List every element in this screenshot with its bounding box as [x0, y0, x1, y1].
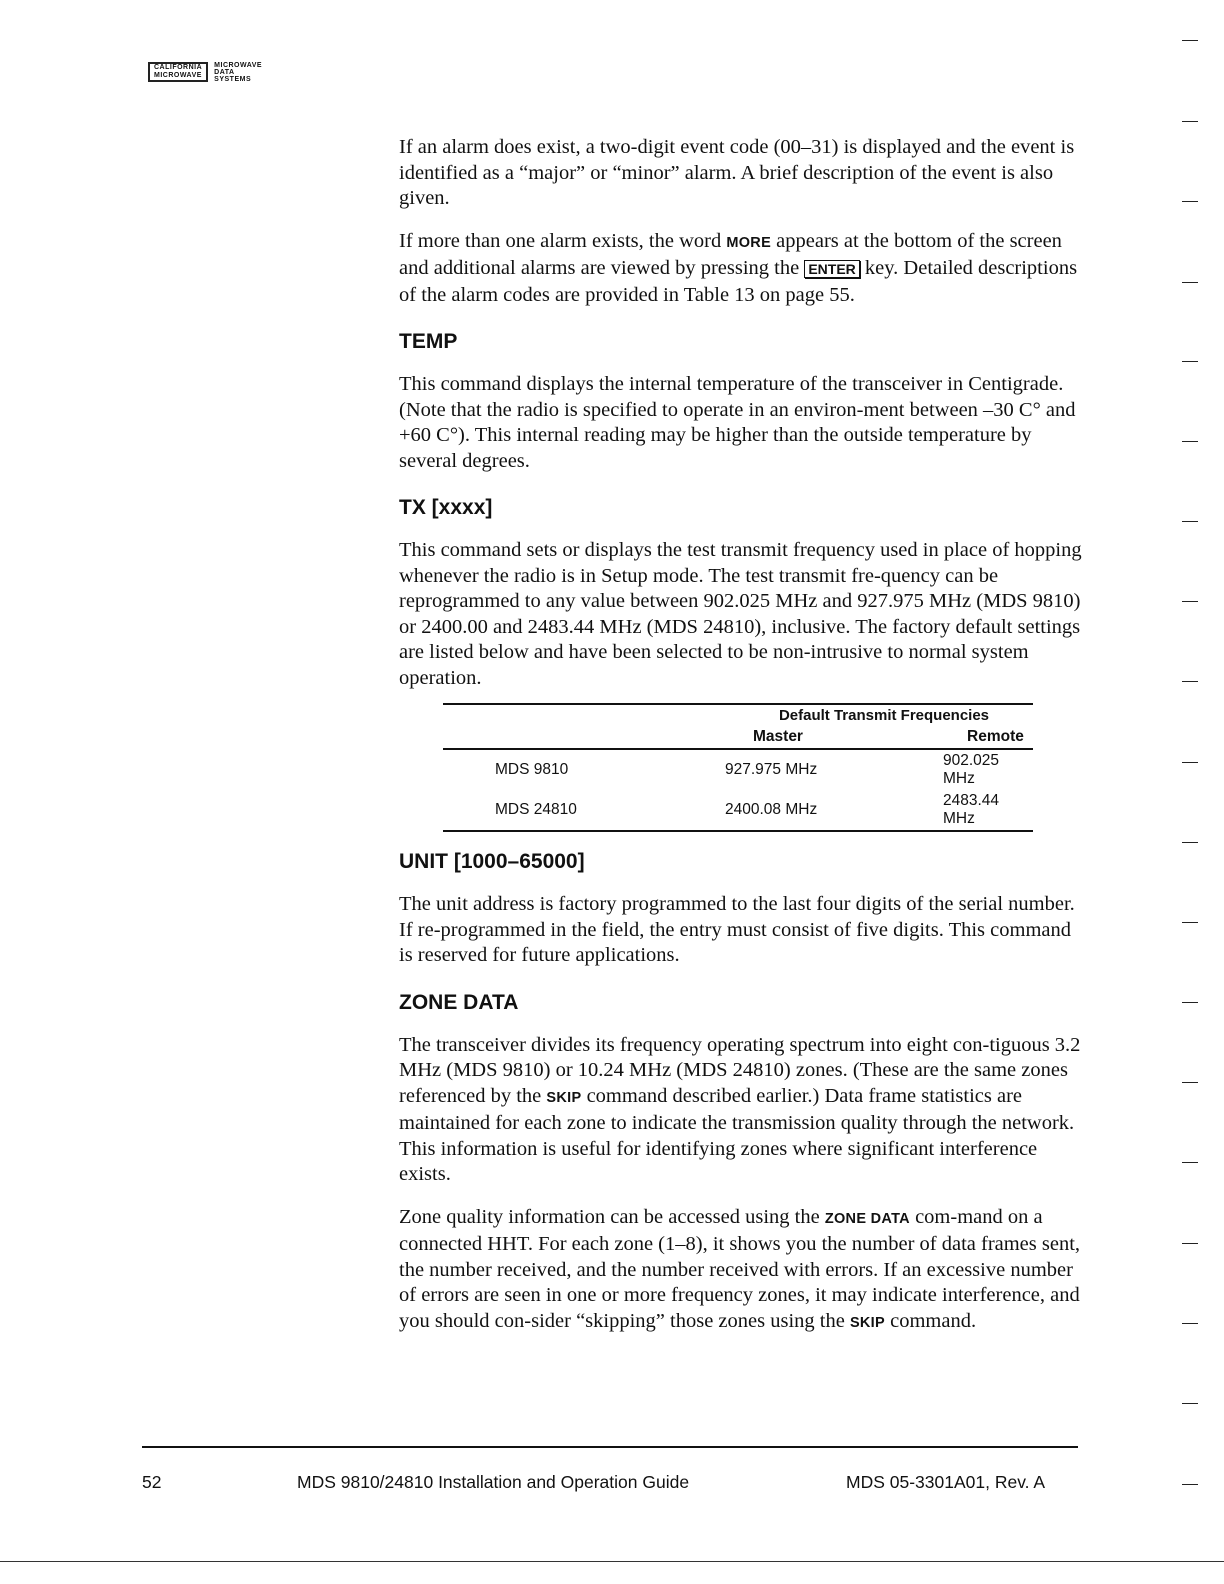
cell-remote: 2483.44 MHz — [943, 790, 1033, 831]
margin-tick — [1182, 201, 1198, 202]
zone-data-heading: ZONE DATA — [399, 990, 519, 1014]
margin-tick — [1182, 361, 1198, 362]
cell-model: MDS 24810 — [443, 790, 725, 831]
guide-title: MDS 9810/24810 Installation and Operation Guide — [297, 1472, 690, 1492]
logo-text: CALIFORNIA — [154, 64, 203, 71]
keyword-skip: SKIP — [849, 1314, 885, 1331]
logo-text: DATA — [214, 69, 235, 76]
cell-remote: 902.025 MHz — [943, 752, 1000, 787]
text-run: appears at the bottom of the screen and additional alarms are viewed by pressing the — [399, 229, 1062, 279]
margin-tick — [1182, 601, 1198, 602]
margin-tick — [1182, 1162, 1198, 1163]
default-frequency-table — [443, 703, 1033, 832]
column-header-remote: Remote — [943, 726, 1033, 749]
margin-tick — [1182, 1002, 1198, 1003]
logo-text: MICROWAVE — [154, 72, 202, 79]
logo-wordmark — [214, 62, 262, 83]
alarm-paragraph: If an alarm does exist, a two-digit event code (00–31) is displayed and the event is identified as a “major” or “minor” alarm. A brief description of the event is also given. — [399, 136, 1075, 209]
unit-heading: UNIT [1000–65000] — [399, 850, 585, 873]
margin-tick — [1182, 1403, 1198, 1404]
text-run: The transceiver divides its frequency operating spectrum into eight con-tiguous 3.2 MHz (MDS 9810) or 10.24 MHz (MDS 24810) zones. (These are the same zones referenced by the — [399, 1033, 1081, 1107]
keyword-zone-data: ZONE DATA — [824, 1210, 910, 1227]
column-header-master: Master — [725, 726, 943, 749]
text-run: key. Detailed descriptions of the alarm codes are provided in Table 13 on page 55. — [399, 257, 1078, 306]
temp-heading: TEMP — [399, 330, 458, 353]
document-number: MDS 05-3301A01, Rev. A — [846, 1472, 1046, 1492]
margin-tick — [1182, 681, 1198, 682]
logo-box — [148, 62, 208, 82]
more-alarms-paragraph — [399, 229, 1089, 309]
margin-tick — [1182, 521, 1198, 522]
tx-heading: TX [xxxx] — [399, 496, 493, 519]
margin-tick — [1182, 1243, 1198, 1244]
text-run: command. — [884, 1309, 977, 1332]
cell-master: 2400.08 MHz — [725, 790, 943, 831]
text-run: com-mand on a connected HHT. For each zone (1–8), it shows you the number of data frames sent, the number received, and the number received with errors. If an excessive number of errors are seen in one or more frequency zones, it may indicate interference, and you should con-sider “skipping” those zones using the — [399, 1205, 1081, 1332]
cell-master: 927.975 MHz — [725, 761, 818, 778]
table-title: Default Transmit Frequencies — [725, 704, 1033, 726]
zone-paragraph-2 — [399, 1205, 1089, 1337]
table-corner — [443, 704, 725, 726]
table-row — [443, 790, 1033, 831]
margin-tick — [1182, 1484, 1198, 1485]
keyword-more: MORE — [726, 234, 772, 251]
text-run: If more than one alarm exists, the word — [399, 229, 727, 252]
cell-model: MDS 9810 — [495, 761, 569, 778]
temp-paragraph: This command displays the internal temperature of the transceiver in Centigrade. (Note that the radio is specified to operate in an environ-ment between –30 C° and +60 C°). This internal reading may be higher than the outside temperature by several degrees. — [399, 373, 1076, 472]
logo-text: MICROWAVE — [214, 62, 263, 69]
text-run: command described earlier.) Data frame statistics are maintained for each zone to indicate the transmission quality through the network. This information is useful for identifying zones where significant interference exists. — [399, 1084, 1075, 1185]
footer-divider — [142, 1446, 1078, 1448]
margin-tick — [1182, 441, 1198, 442]
margin-tick — [1182, 1082, 1198, 1083]
margin-tick — [1182, 40, 1198, 41]
margin-tick — [1182, 282, 1198, 283]
logo-text: SYSTEMS — [214, 76, 252, 83]
keyword-skip: SKIP — [546, 1089, 582, 1106]
page-body — [399, 135, 1089, 1353]
text-run: Zone quality information can be accessed using the — [399, 1205, 825, 1228]
zone-paragraph-1 — [399, 1033, 1089, 1188]
margin-tick — [1182, 762, 1198, 763]
scan-edge-line — [0, 1561, 1224, 1562]
tx-paragraph: This command sets or displays the test transmit frequency used in place of hopping whenever the radio is in Setup mode. The test transmit fre-quency can be reprogrammed to any value between 902.025 MHz and 927.975 MHz (MDS 9810) or 2400.00 and 2483.44 MHz (MDS 24810), inclusive. The factory default settings are listed below and have been selected to be non-intrusive to normal system operation. — [399, 539, 1082, 689]
margin-tick — [1182, 1323, 1198, 1324]
table-corner — [443, 726, 725, 749]
margin-tick — [1182, 121, 1198, 122]
enter-key-glyph: ENTER — [804, 260, 859, 278]
page-number: 52 — [142, 1472, 162, 1492]
unit-paragraph: The unit address is factory programmed to the last four digits of the serial number. If re-programmed in the field, the entry must consist of five digits. This command is reserved for future applications. — [399, 893, 1075, 966]
margin-tick — [1182, 922, 1198, 923]
margin-tick — [1182, 842, 1198, 843]
table-row — [443, 749, 1033, 790]
company-logo — [148, 62, 262, 83]
